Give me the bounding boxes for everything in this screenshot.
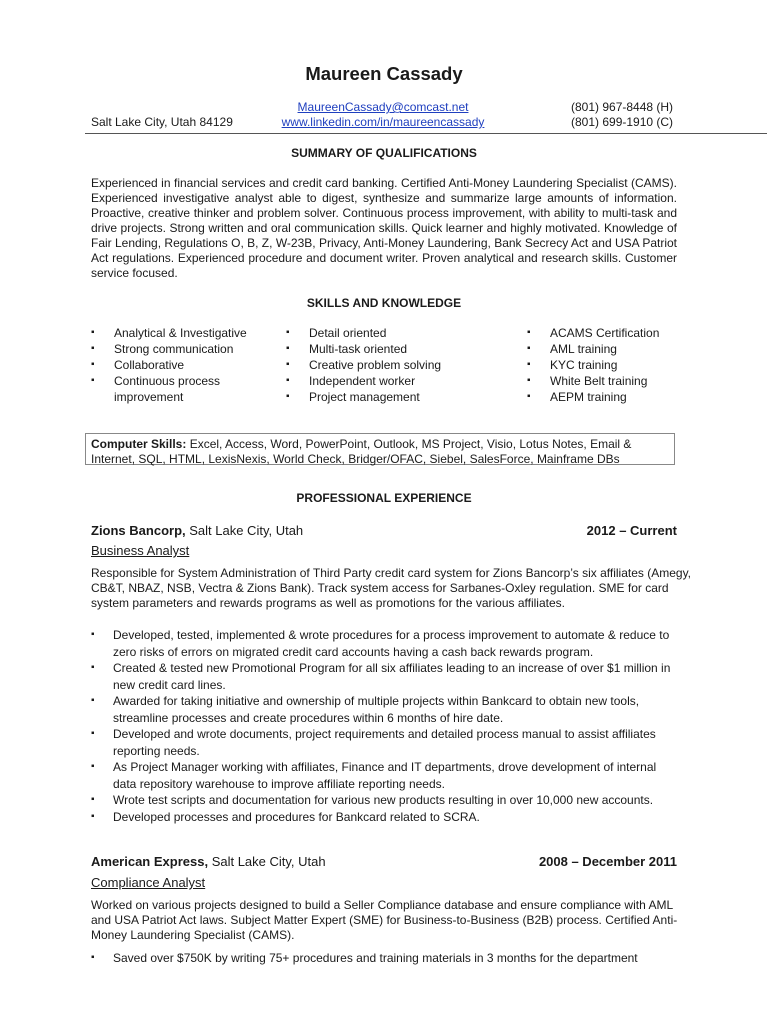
bullet-item: ▪ Developed, tested, implemented & wrote procedures for a process improvement to automate & reduce to zero risks of errors on migrated credit card accounts having a cash back rewards program.: [91, 627, 681, 660]
skill-item: ▪ ACAMS Certification: [527, 325, 687, 341]
skill-item: ▪ Creative problem solving: [286, 357, 486, 373]
skill-item: ▪ White Belt training: [527, 373, 687, 389]
bullet-item: ▪ Saved over $750K by writing 75+ procedures and training materials in 3 months for the department: [91, 950, 681, 967]
job-bullets: [91, 627, 681, 825]
skill-item: ▪ Strong communication: [91, 341, 251, 357]
summary-text: Experienced in financial services and credit card banking. Certified Anti-Money Laundering Specialist (CAMS). Experienced investigative analyst able to digest, synthesize and summarize large amounts of information. Proactive, creative thinker and problem solver. Continuous process improvement, with ability to multi-task and drive projects. Strong written and oral communication skills. Quick learner and highly motivated. Knowledge of Fair Lending, Regulations O, B, Z, W-23B, Privacy, Anti-Money Laundering, Bank Secrecy Act and USA Patriot Act regulations. Experienced procedure and document writer. Proven analytical and research skills. Customer service focused.: [91, 176, 677, 280]
skill-item: ▪ Detail oriented: [286, 325, 486, 341]
job-description: Worked on various projects designed to build a Seller Compliance database and ensure compliance with AML and USA Patriot Act laws. Subject Matter Expert (SME) for Business-to-Business (B2B) process. Certified Anti-Money Laundering Specialist (CAMS).: [91, 898, 678, 942]
bullet-item: ▪ As Project Manager working with affiliates, Finance and IT departments, drove development of internal data repository warehouse to improve affiliate reporting needs.: [91, 759, 681, 792]
skill-item: ▪ AEPM training: [527, 389, 687, 405]
skills-column-3: [527, 325, 687, 405]
phone-home: (801) 967-8448 (H): [571, 100, 674, 114]
job-dates: 2012 – Current: [586, 523, 677, 538]
bullet-item: ▪ Created & tested new Promotional Program for all six affiliates leading to an increase of over $1 million in new credit card lines.: [91, 660, 681, 693]
skill-item: ▪ AML training: [527, 341, 687, 357]
summary-heading: SUMMARY OF QUALIFICATIONS: [291, 146, 477, 160]
skills-heading: SKILLS AND KNOWLEDGE: [306, 296, 462, 310]
skill-item: ▪ Collaborative: [91, 357, 251, 373]
skill-item: ▪ Independent worker: [286, 373, 486, 389]
job-bullets: [91, 950, 681, 967]
bullet-item: ▪ Wrote test scripts and documentation for various new products resulting in over 10,000 new accounts.: [91, 792, 681, 809]
bullet-item: ▪ Awarded for taking initiative and ownership of multiple projects within Bankcard to obtain new tools, streamline processes and create procedures within 6 months of hire date.: [91, 693, 681, 726]
skill-item: ▪ Analytical & Investigative: [91, 325, 251, 341]
computer-skills-text: Excel, Access, Word, PowerPoint, Outlook, MS Project, Visio, Lotus Notes, Email & Internet, SQL, HTML, LexisNexis, World Check, Bridger/OFAC, Siebel, SalesForce, Mainframe DBs: [91, 437, 632, 466]
candidate-name: Maureen Cassady: [305, 63, 463, 84]
skills-column-1: [91, 325, 251, 405]
company-name: Zions Bancorp,: [91, 523, 186, 538]
email-link[interactable]: MaureenCassady@comcast.net: [297, 100, 469, 114]
computer-skills-label: Computer Skills:: [91, 437, 187, 451]
job-header: [91, 523, 677, 538]
job-header: [91, 854, 677, 869]
company-name: American Express,: [91, 854, 209, 869]
experience-heading: PROFESSIONAL EXPERIENCE: [296, 491, 472, 505]
job-title: Business Analyst: [91, 543, 190, 558]
phone-cell: (801) 699-1910 (C): [571, 115, 674, 129]
skill-item: ▪ Project management: [286, 389, 486, 405]
skills-column-2: [286, 325, 486, 405]
linkedin-link[interactable]: www.linkedin.com/in/maureencassady: [281, 115, 485, 129]
bullet-item: ▪ Developed and wrote documents, project requirements and detailed process manual to assist affiliates reporting needs.: [91, 726, 681, 759]
bullet-item: ▪ Developed processes and procedures for Bankcard related to SCRA.: [91, 809, 681, 826]
company-location: Salt Lake City, Utah: [185, 523, 304, 538]
skill-item: ▪ Continuous process improvement: [91, 373, 251, 405]
company-location: Salt Lake City, Utah: [208, 854, 326, 869]
skill-item: ▪ KYC training: [527, 357, 687, 373]
job-title: Compliance Analyst: [91, 875, 206, 890]
job-description: Responsible for System Administration of Third Party credit card system for Zions Bancorp’s six affiliates (Amegy, CB&T, NBAZ, NSB, Vectra & Zions Bank). Track system access for Sarbanes-Oxley regulation. SME for card system parameters and rewards programs as well as promotions for the various affiliates.: [91, 566, 692, 610]
computer-skills-box: [85, 433, 675, 465]
skill-item: ▪ Multi-task oriented: [286, 341, 486, 357]
location: Salt Lake City, Utah 84129: [91, 115, 233, 129]
job-dates: 2008 – December 2011: [538, 854, 677, 869]
header-divider: [85, 133, 767, 134]
